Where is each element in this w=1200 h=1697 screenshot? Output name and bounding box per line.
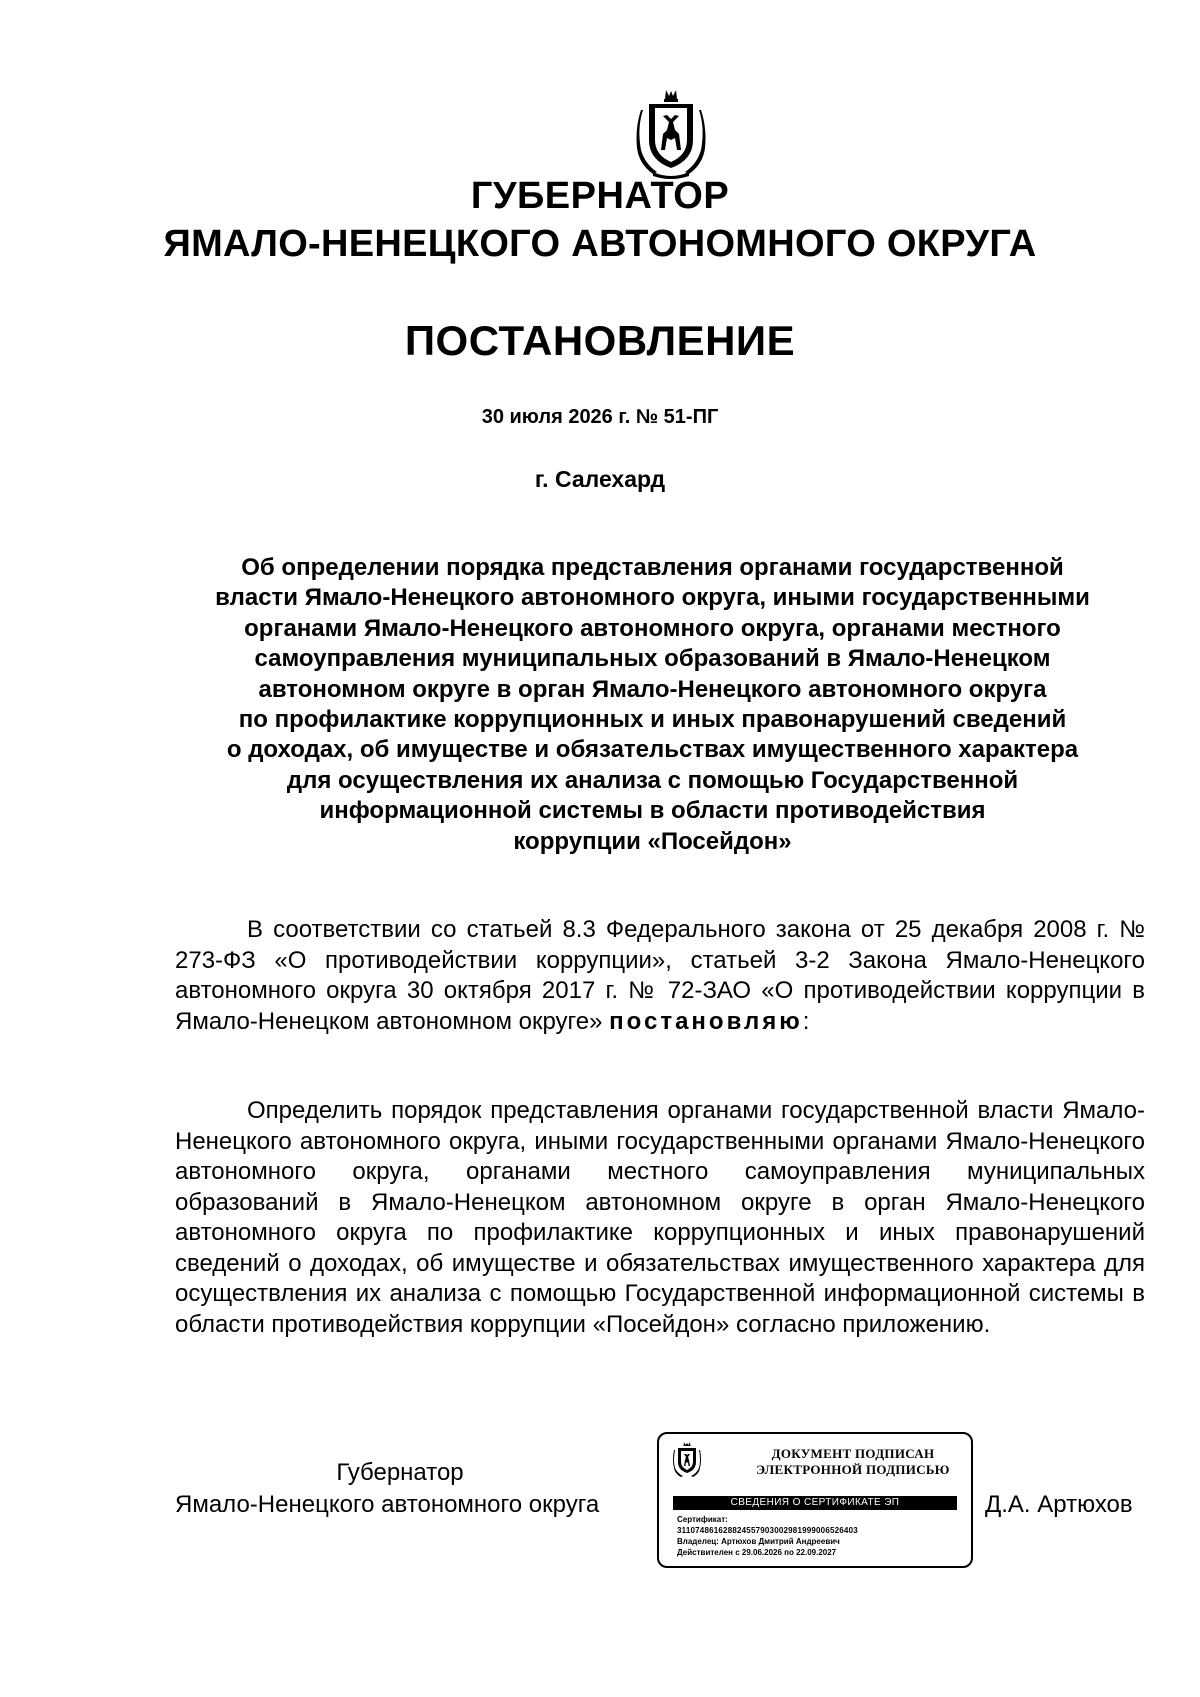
operative-text: Определить порядок представления органами государственной власти Ямало-Ненецкого автономного округа, иными государственными органами Ямало-Ненецкого автономного округа, органами местного самоуправления муниципальных образований в Ямало-Ненецком автономном округе в орган Ямало-Ненецкого автономного округа по профилактике коррупционных и иных правонарушений сведений о доходах, об имуществе и обязательствах имущественного характера для осуществления их анализа с помощью Государственной информационной системы в области противодействия коррупции «Посейдон» согласно приложению. xyxy=(175,1097,1145,1338)
preamble-paragraph xyxy=(175,915,1145,1037)
stamp-heading-line2: ЭЛЕКТРОННОЙ ПОДПИСЬЮ xyxy=(756,1462,950,1477)
stamp-certificate-bar: СВЕДЕНИЯ О СЕРТИФИКАТЕ ЭП xyxy=(673,1496,957,1510)
title-line: автономном округе в орган Ямало-Ненецкого автономного округа xyxy=(258,675,1047,703)
resolve-word: постановляю xyxy=(609,1007,803,1035)
signatory-name: Д.А. Артюхов xyxy=(985,1491,1133,1518)
title-line: власти Ямало-Ненецкого автономного округа, иными государственными xyxy=(215,584,1090,612)
resolve-colon: : xyxy=(802,1007,810,1035)
stamp-certificate-label: Сертификат: xyxy=(677,1515,728,1524)
preamble-text: В соответствии со статьей 8.3 Федерального закона от 25 декабря 2008 г. № 273-ФЗ «О противодействии коррупции», статьей 3-2 Закона Ямало-Ненецкого автономного округа 30 октября 2017 г. № 72-ЗАО «О противодействии коррупции в Ямало-Ненецком автономном округе» xyxy=(175,916,1145,1035)
operative-paragraph xyxy=(175,1096,1145,1340)
title-line: Об определении порядка представления органами государственной xyxy=(241,554,1064,581)
title-line: органами Ямало-Ненецкого автономного округа, органами местного xyxy=(244,614,1061,642)
title-line: о доходах, об имуществе и обязательствах имущественного характера xyxy=(226,736,1079,764)
title-line: по профилактике коррупционных и иных правонарушений сведений xyxy=(238,706,1067,734)
title-line: самоуправления муниципальных образований в Ямало-Ненецком xyxy=(254,645,1051,673)
stamp-owner: Владелец: Артюхов Дмитрий Андреевич xyxy=(677,1537,840,1546)
stamp-heading-line1: ДОКУМЕНТ ПОДПИСАН xyxy=(771,1446,935,1461)
title-line: для осуществления их анализа с помощью Государственной xyxy=(286,766,1019,794)
issuer-title-line2: ЯМАЛО-НЕНЕЦКОГО АВТОНОМНОГО ОКРУГА xyxy=(163,223,1037,265)
stamp-certificate-number: 311074861628824557903002981999006526403 xyxy=(677,1526,858,1535)
signatory-position-line1: Губернатор xyxy=(336,1459,464,1486)
signatory-position-line2: Ямало-Ненецкого автономного округа xyxy=(175,1491,600,1518)
document-title xyxy=(160,553,1145,857)
coat-of-arms-emblem xyxy=(633,88,709,180)
title-line: информационной системы в области противодействия xyxy=(319,797,986,825)
document-type: ПОСТАНОВЛЕНИЕ xyxy=(404,317,796,364)
stamp-validity: Действителен с 29.06.2026 по 22.09.2027 xyxy=(677,1548,837,1557)
document-city: г. Салехард xyxy=(534,466,666,492)
title-line: коррупции «Посейдон» xyxy=(513,827,792,855)
issuer-title-line1: ГУБЕРНАТОР xyxy=(470,175,730,217)
electronic-signature-stamp xyxy=(657,1432,973,1568)
stamp-emblem-icon xyxy=(673,1442,701,1478)
document-date-number: 30 июля 2026 г. № 51-ПГ xyxy=(481,406,719,428)
